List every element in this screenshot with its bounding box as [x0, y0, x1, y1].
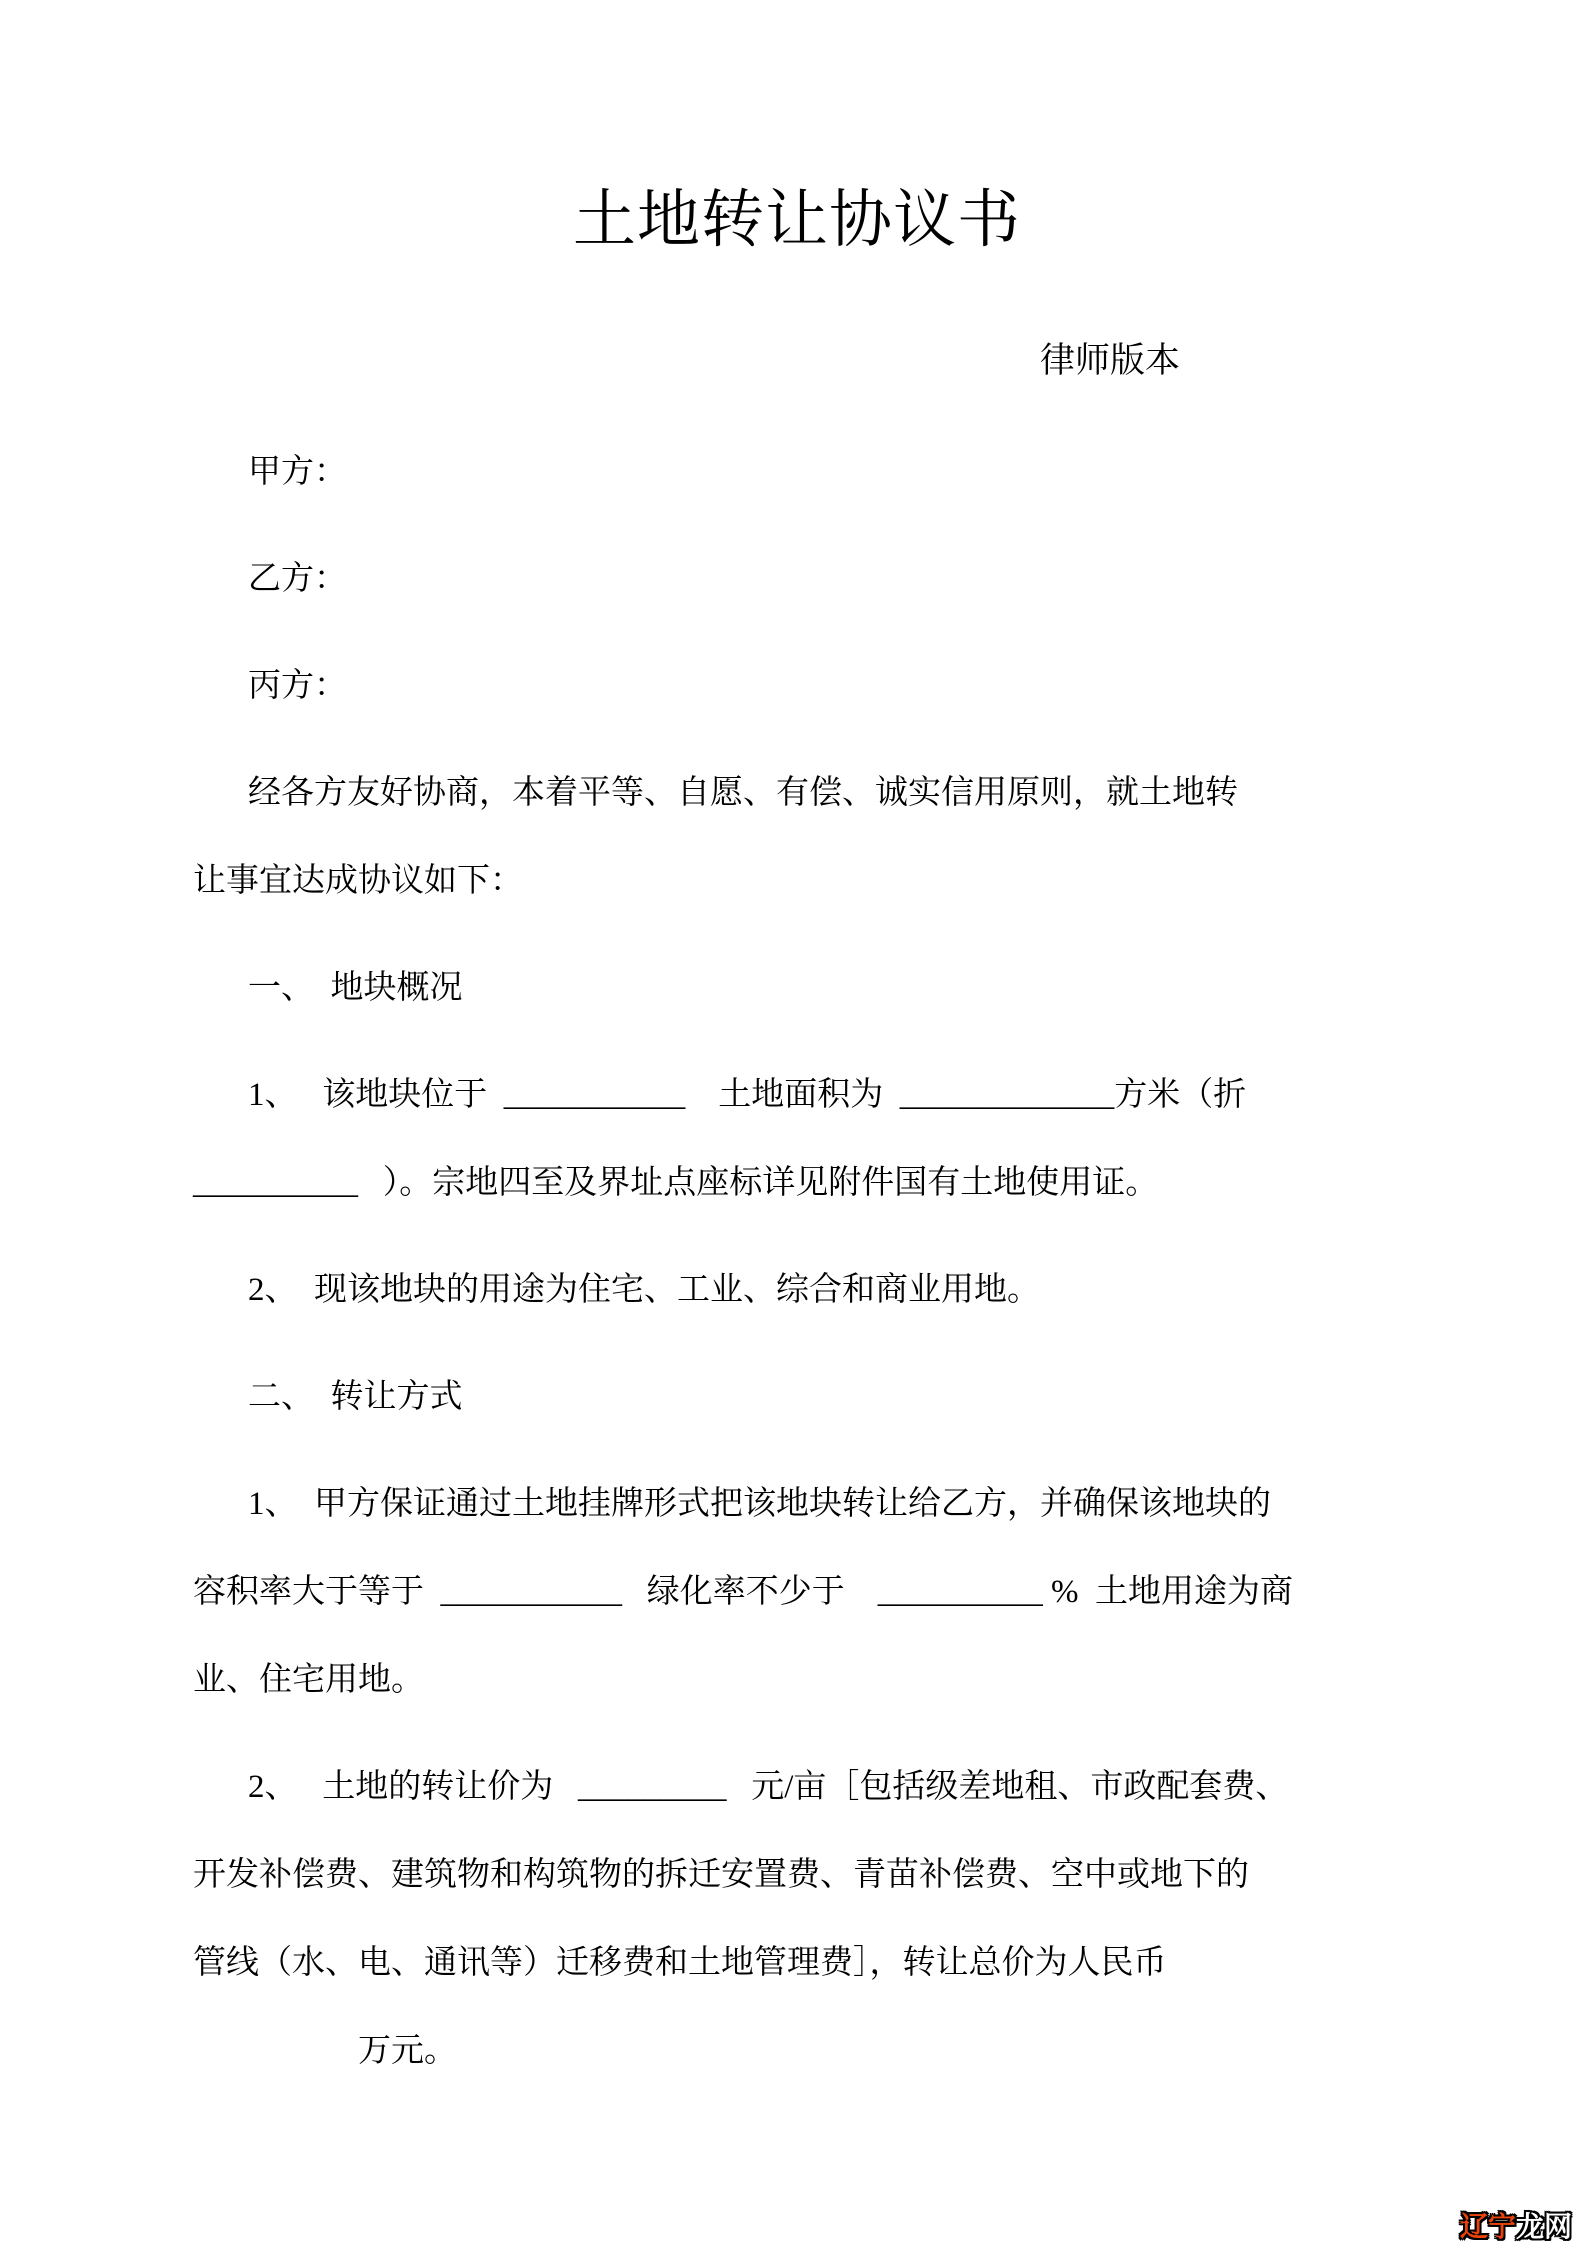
heading-line: 一、 地块概况: [248, 970, 463, 1006]
section-1-heading: [193, 944, 1401, 1032]
watermark-text-secondary: 龙网: [1515, 2211, 1572, 2243]
clause-1-2: [193, 1246, 1401, 1334]
clause-2-1: [193, 1460, 1401, 1724]
preamble-paragraph: [193, 749, 1401, 925]
para-line: 万元。: [193, 2033, 457, 2069]
para-line: 经各方友好协商，本着平等、自愿、有偿、诚实信用原则，就土地转: [248, 775, 1238, 811]
party-b-line: [193, 535, 1401, 623]
para-line: 2、 现该地块的用途为住宅、工业、综合和商业用地。: [248, 1272, 1040, 1308]
para-line: 乙方：: [248, 561, 347, 597]
site-watermark: [1460, 2212, 1572, 2243]
version-label: 律师版本: [1040, 341, 1181, 380]
document-body: [193, 428, 1401, 2095]
para-line: 甲方：: [248, 454, 347, 490]
para-line: 1、 该地块位于 ___________ 土地面积为 _____________方米（折: [248, 1077, 1247, 1113]
para-line: 1、 甲方保证通过土地挂牌形式把该地块转让给乙方，并确保该地块的: [248, 1486, 1271, 1522]
document-title: 土地转让协议书: [573, 185, 1021, 255]
section-2-heading: [193, 1353, 1401, 1441]
clause-1-1: [193, 1051, 1401, 1227]
para-line: 开发补偿费、建筑物和构筑物的拆迁安置费、青苗补偿费、空中或地下的: [193, 1857, 1249, 1893]
para-line: 管线（水、电、通讯等）迁移费和土地管理费］，转让总价为人民币: [193, 1945, 1167, 1981]
para-line: 丙方：: [248, 668, 347, 704]
para-line: 业、住宅用地。: [193, 1662, 424, 1698]
para-line: __________ ）。宗地四至及界址点座标详见附件国有土地使用证。: [193, 1165, 1159, 1201]
para-line: 容积率大于等于 ___________ 绿化率不少于 __________ % 土地用途为商: [193, 1574, 1293, 1610]
watermark-text-primary: 辽宁: [1459, 2211, 1516, 2243]
party-a-line: [193, 428, 1401, 516]
heading-line: 二、 转让方式: [248, 1379, 463, 1415]
para-line: 2、 土地的转让价为 _________ 元/亩［包括级差地租、市政配套费、: [248, 1769, 1289, 1805]
para-line: 让事宜达成协议如下：: [193, 863, 523, 899]
clause-2-2: [193, 1743, 1401, 2095]
party-c-line: [193, 642, 1401, 730]
